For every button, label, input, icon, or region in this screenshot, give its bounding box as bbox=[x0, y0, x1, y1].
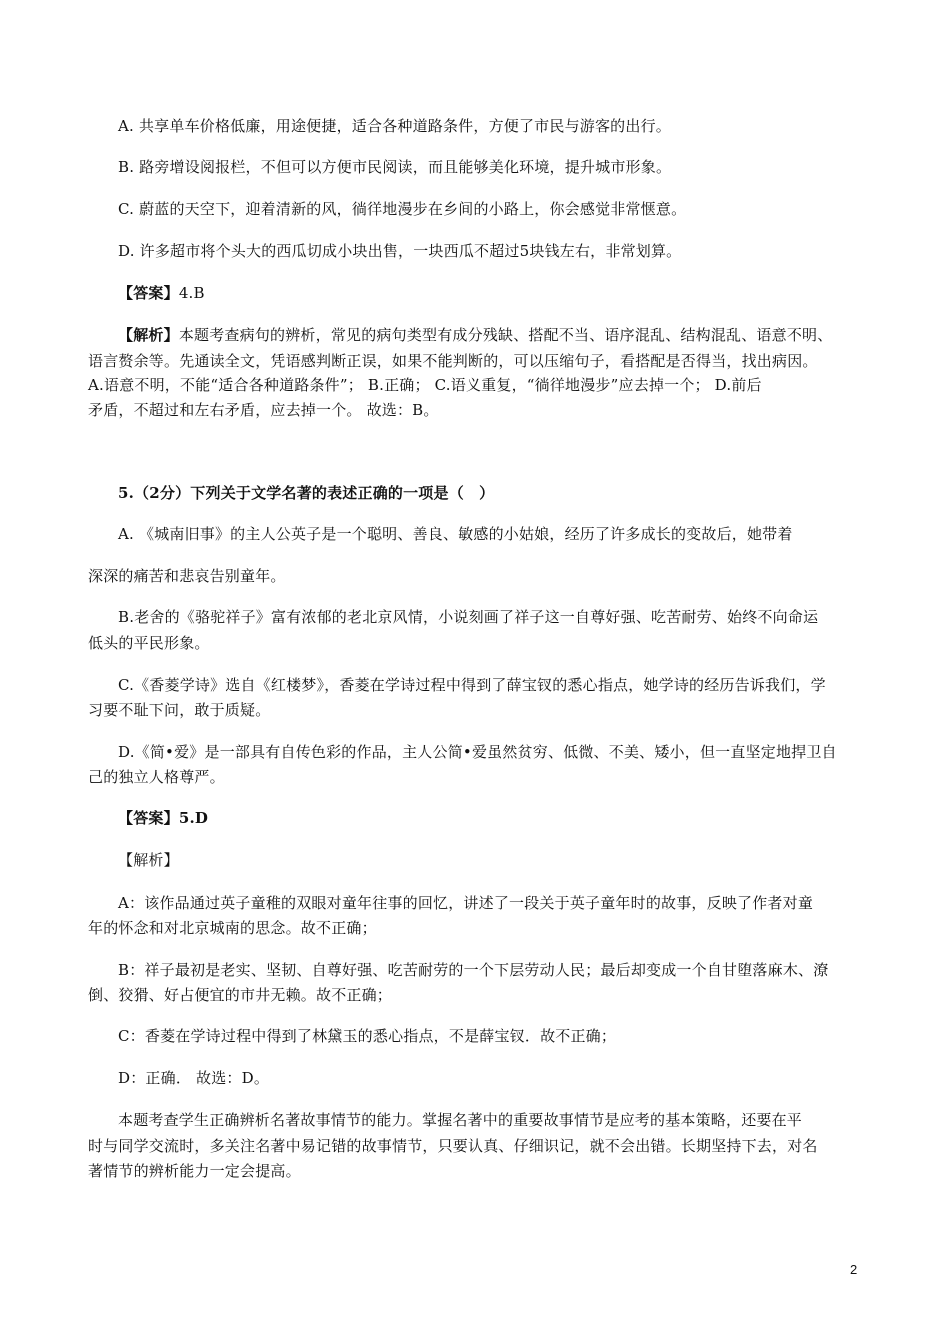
q5-option-b: B.老舍的《骆驼祥子》富有浓郁的老北京风情，小说刻画了祥子这一自尊好强、吃苦耐劳、始终不向命运 bbox=[118, 608, 819, 626]
q4-analysis-line: 矛盾，不超过和左右矛盾，应去掉一个。 故选：B。 bbox=[88, 401, 439, 419]
q4-option-c: C. 蔚蓝的天空下，迎着清新的风，徜徉地漫步在乡间的小路上，你会感觉非常惬意。 bbox=[118, 200, 687, 218]
q4-answer bbox=[118, 283, 863, 303]
q4-option-a: A. 共享单车价格低廉，用途便捷，适合各种道路条件，方便了市民与游客的出行。 bbox=[118, 117, 671, 135]
q4-analysis-line bbox=[118, 325, 863, 345]
q5-option-c-cont: 习要不耻下问，敢于质疑。 bbox=[88, 701, 271, 719]
q4-analysis-line: 语言赘余等。先通读全文，凭语感判断正误，如果不能判断的，可以压缩句子，看搭配是否得当，找出病因。 bbox=[88, 352, 818, 370]
q5-analysis-d: D：正确． 故选：D。 bbox=[118, 1069, 270, 1087]
analysis-label: 【解析】 bbox=[118, 326, 179, 344]
q5-summary-cont: 时与同学交流时，多关注名著中易记错的故事情节，只要认真、仔细识记，就不会出错。长期坚持下去，对名 bbox=[88, 1137, 818, 1155]
q5-option-a-cont: 深深的痛苦和悲哀告别童年。 bbox=[88, 567, 286, 585]
q4-option-d: D. 许多超市将个头大的西瓜切成小块出售，一块西瓜不超过5块钱左右，非常划算。 bbox=[118, 242, 682, 260]
q5-option-b-cont: 低头的平民形象。 bbox=[88, 634, 210, 652]
q5-option-d-cont: 己的独立人格尊严。 bbox=[88, 768, 225, 786]
answer-value: 4.B bbox=[178, 284, 205, 302]
q5-summary-cont: 著情节的辨析能力一定会提高。 bbox=[88, 1162, 301, 1180]
q5-analysis-b-cont: 倒、狡猾、好占便宜的市井无赖。故不正确； bbox=[88, 986, 393, 1004]
q5-option-d: D.《简•爱》是一部具有自传色彩的作品，主人公简•爱虽然贫穷、低微、不美、矮小，但一直坚定地捍卫自 bbox=[118, 743, 837, 761]
q5-question: 5.（2分）下列关于文学名著的表述正确的一项是（ ） bbox=[118, 484, 495, 502]
page-number: 2 bbox=[850, 1262, 858, 1277]
q5-option-a: A. 《城南旧事》的主人公英子是一个聪明、善良、敏感的小姑娘，经历了许多成长的变故后，她带着 bbox=[118, 525, 793, 543]
q4-analysis-line: A.语意不明，不能“适合各种道路条件”； B.正确； C.语义重复，“徜徉地漫步”应去掉一个； D.前后 bbox=[88, 376, 762, 394]
q5-summary: 本题考查学生正确辨析名著故事情节的能力。掌握名著中的重要故事情节是应考的基本策略，还要在平 bbox=[118, 1111, 803, 1129]
q5-analysis-a: A：该作品通过英子童稚的双眼对童年往事的回忆，讲述了一段关于英子童年时的故事，反映了作者对童 bbox=[118, 894, 814, 912]
answer-value: 5.D bbox=[178, 809, 209, 827]
analysis-text: 本题考查病句的辨析，常见的病句类型有成分残缺、搭配不当、语序混乱、结构混乱、语意不明、 bbox=[178, 326, 833, 344]
q4-option-b: B. 路旁增设阅报栏，不但可以方便市民阅读，而且能够美化环境，提升城市形象。 bbox=[118, 158, 672, 176]
answer-label: 【答案】 bbox=[118, 809, 179, 827]
answer-label: 【答案】 bbox=[118, 284, 179, 302]
q5-analysis-a-cont: 年的怀念和对北京城南的思念。故不正确； bbox=[88, 919, 377, 937]
q5-analysis-c: C：香菱在学诗过程中得到了林黛玉的悉心指点，不是薛宝钗．故不正确； bbox=[118, 1027, 617, 1045]
q5-answer bbox=[118, 808, 863, 828]
q5-analysis-label: 【解析】 bbox=[118, 851, 179, 869]
q5-option-c: C.《香菱学诗》选自《红楼梦》，香菱在学诗过程中得到了薛宝钗的悉心指点，她学诗的经历告诉我们，学 bbox=[118, 676, 826, 694]
q5-analysis-b: B：祥子最初是老实、坚韧、自尊好强、吃苦耐劳的一个下层劳动人民；最后却变成一个自甘堕落麻木、潦 bbox=[118, 961, 829, 979]
